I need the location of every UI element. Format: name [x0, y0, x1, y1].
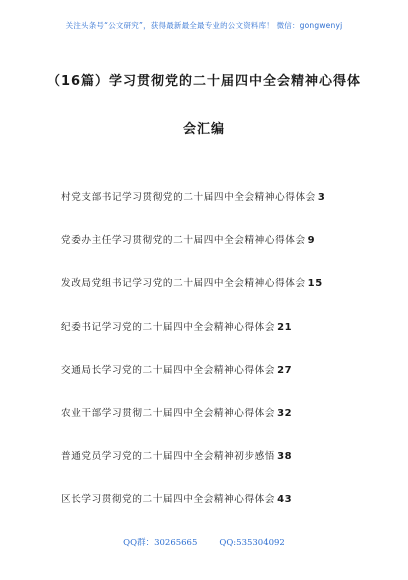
- toc-item-page: 32: [277, 407, 293, 419]
- toc-item-text: 党委办主任学习贯彻党的二十届四中全会精神心得体会: [61, 235, 306, 247]
- footer-qq-group: QQ群：30265665: [123, 538, 198, 548]
- toc-item-page: 9: [307, 235, 316, 247]
- toc-item-text: 区长学习贯彻党的二十届四中全会精神心得体会: [61, 494, 276, 506]
- toc-item-page: 38: [277, 451, 293, 463]
- footer-qq: QQ:535304092: [219, 538, 285, 548]
- toc-item[interactable]: [61, 319, 381, 362]
- toc-item-text: 普通党员学习党的二十届四中全会精神初步感悟: [61, 451, 276, 463]
- toc-item-text: 纪委书记学习党的二十届四中全会精神心得体会: [61, 321, 276, 333]
- toc-item-page: 43: [277, 494, 293, 506]
- header-note: 关注头条号“公文研究”，获得最新最全最专业的公文资料库！ 微信：gongwenyj: [65, 21, 343, 30]
- document-title-continued: 会汇编: [182, 122, 225, 137]
- toc-item-text: 发改局党组书记学习党的二十届四中全会精神心得体会: [61, 278, 306, 290]
- toc-item[interactable]: [61, 362, 381, 405]
- toc-item-page: 15: [307, 278, 323, 290]
- toc-item[interactable]: [61, 448, 381, 491]
- toc-item[interactable]: [61, 491, 381, 534]
- toc-item-page: 27: [277, 364, 293, 376]
- toc-item[interactable]: [61, 405, 381, 448]
- toc-item-page: 21: [277, 321, 293, 333]
- toc-item[interactable]: [61, 232, 381, 275]
- toc-item-text: 农业干部学习贯彻二十届四中全会精神心得体会: [61, 407, 276, 419]
- toc-item-page: 3: [317, 192, 326, 203]
- toc-item[interactable]: [61, 275, 381, 318]
- toc-item-text: 村党支部书记学习贯彻党的二十届四中全会精神心得体会: [61, 192, 316, 203]
- footer-contact: [0, 536, 408, 548]
- toc-item-text: 交通局长学习党的二十届四中全会精神心得体会: [61, 364, 276, 376]
- toc-item[interactable]: [61, 189, 381, 232]
- table-of-contents: [61, 189, 381, 535]
- document-title: （16篇）学习贯彻党的二十届四中全会精神心得体: [46, 74, 362, 89]
